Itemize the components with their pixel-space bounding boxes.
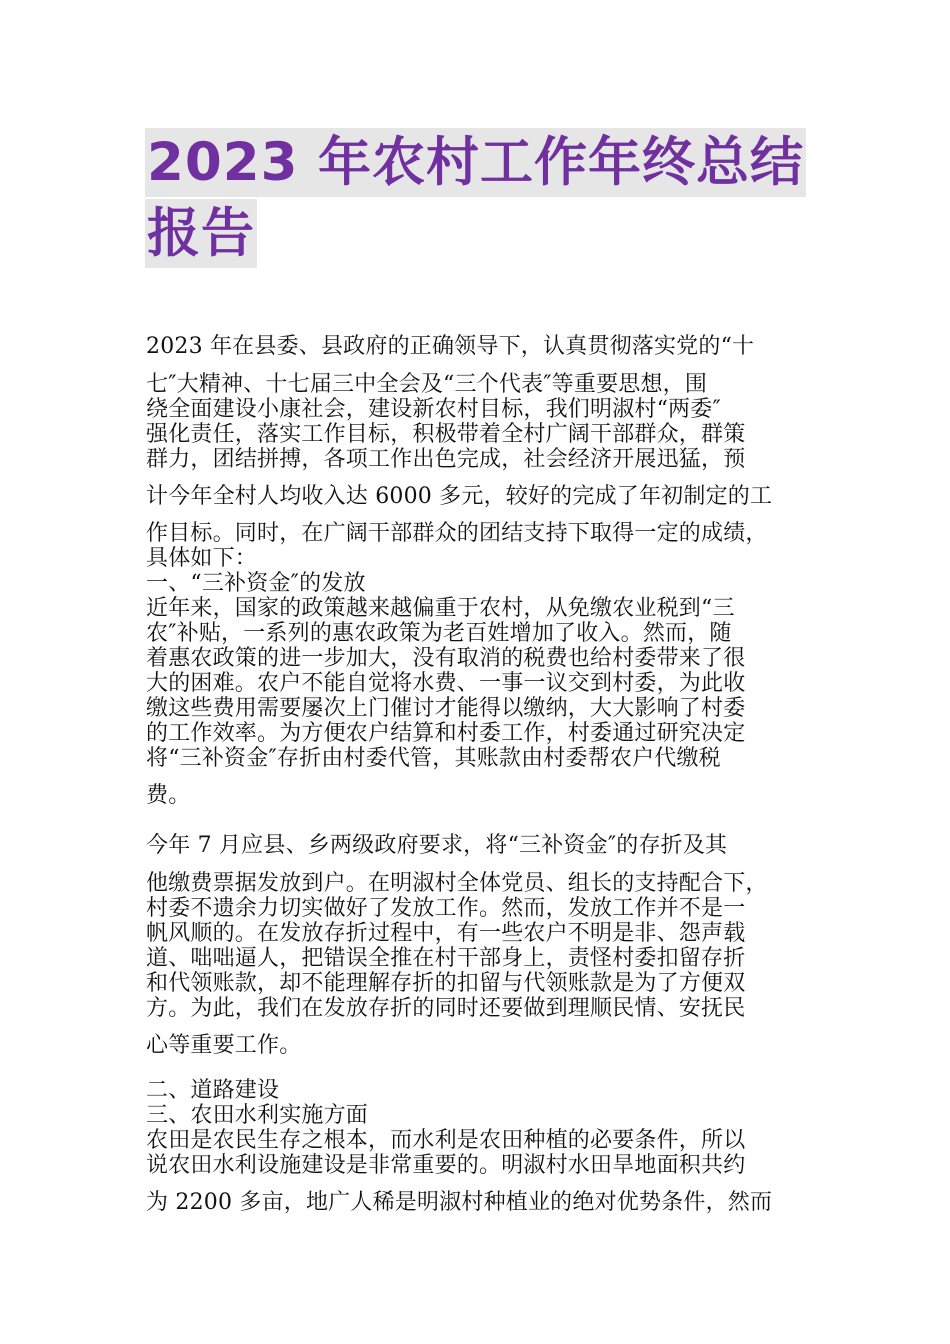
text-line: 说农田水利设施建设是非常重要的。明淑村水田旱地面积共约 [146,1153,746,1178]
section-heading-2: 二、道路建设 [146,1078,280,1103]
text-line: 农″补贴，一系列的惠农政策为老百姓增加了收入。然而，随 [146,621,732,646]
text-line: 农田是农民生存之根本，而水利是农田种植的必要条件，所以 [146,1128,746,1153]
text-line: 七″大精神、十七届三中全会及“三个代表″等重要思想，围 [146,372,708,397]
text-line: 费。 [146,783,191,808]
document-title [145,128,815,270]
text-line: 作目标。同时，在广阔干部群众的团结支持下取得一定的成绩， [146,521,768,546]
text-line: 和代领账款，却不能理解存折的扣留与代领账款是为了方便双 [146,971,746,996]
text-line: 绕全面建设小康社会，建设新农村目标，我们明淑村“两委″ [146,397,721,422]
text-line: 道、咄咄逼人，把错误全推在村干部身上，责怪村委扣留存折 [146,946,746,971]
text-line: 缴这些费用需要屡次上门催讨才能得以缴纳，大大影响了村委 [146,696,746,721]
text-line: 心等重要工作。 [146,1033,302,1058]
text-line: 2023 年在县委、县政府的正确领导下，认真贯彻落实党的“十 [146,334,755,359]
title-line-1: 2023 年农村工作年终总结 [145,128,806,197]
text-line: 为 2200 多亩，地广人稀是明淑村种植业的绝对优势条件，然而 [146,1190,773,1215]
text-line: 计今年全村人均收入达 6000 多元，较好的完成了年初制定的工 [146,484,773,509]
text-line: 将“三补资金″存折由村委代管，其账款由村委帮农户代缴税 [146,746,721,771]
text-line: 今年 7 月应县、乡两级政府要求，将“三补资金″的存折及其 [146,833,728,858]
text-line: 强化责任，落实工作目标，积极带着全村广阔干部群众，群策 [146,422,746,447]
text-line: 着惠农政策的进一步加大，没有取消的税费也给村委带来了很 [146,646,746,671]
section-heading-1: 一、“三补资金″的发放 [146,571,366,596]
document-body [146,334,814,1215]
text-line: 帆风顺的。在发放存折过程中，有一些农户不明是非、怨声载 [146,921,746,946]
text-line: 近年来，国家的政策越来越偏重于农村，从免缴农业税到“三 [146,596,735,621]
title-line-2: 报告 [145,199,257,268]
text-line: 具体如下： [146,546,258,571]
section-heading-3: 三、农田水利实施方面 [146,1103,369,1128]
text-line: 的工作效率。为方便农户结算和村委工作，村委通过研究决定 [146,721,746,746]
text-line: 方。为此，我们在发放存折的同时还要做到理顺民情、安抚民 [146,996,746,1021]
text-line: 他缴费票据发放到户。在明淑村全体党员、组长的支持配合下， [146,871,768,896]
text-line: 大的困难。农户不能自觉将水费、一事一议交到村委，为此收 [146,671,746,696]
text-line: 村委不遗余力切实做好了发放工作。然而，发放工作并不是一 [146,896,746,921]
text-line: 群力，团结拼搏，各项工作出色完成，社会经济开展迅猛，预 [146,447,746,472]
